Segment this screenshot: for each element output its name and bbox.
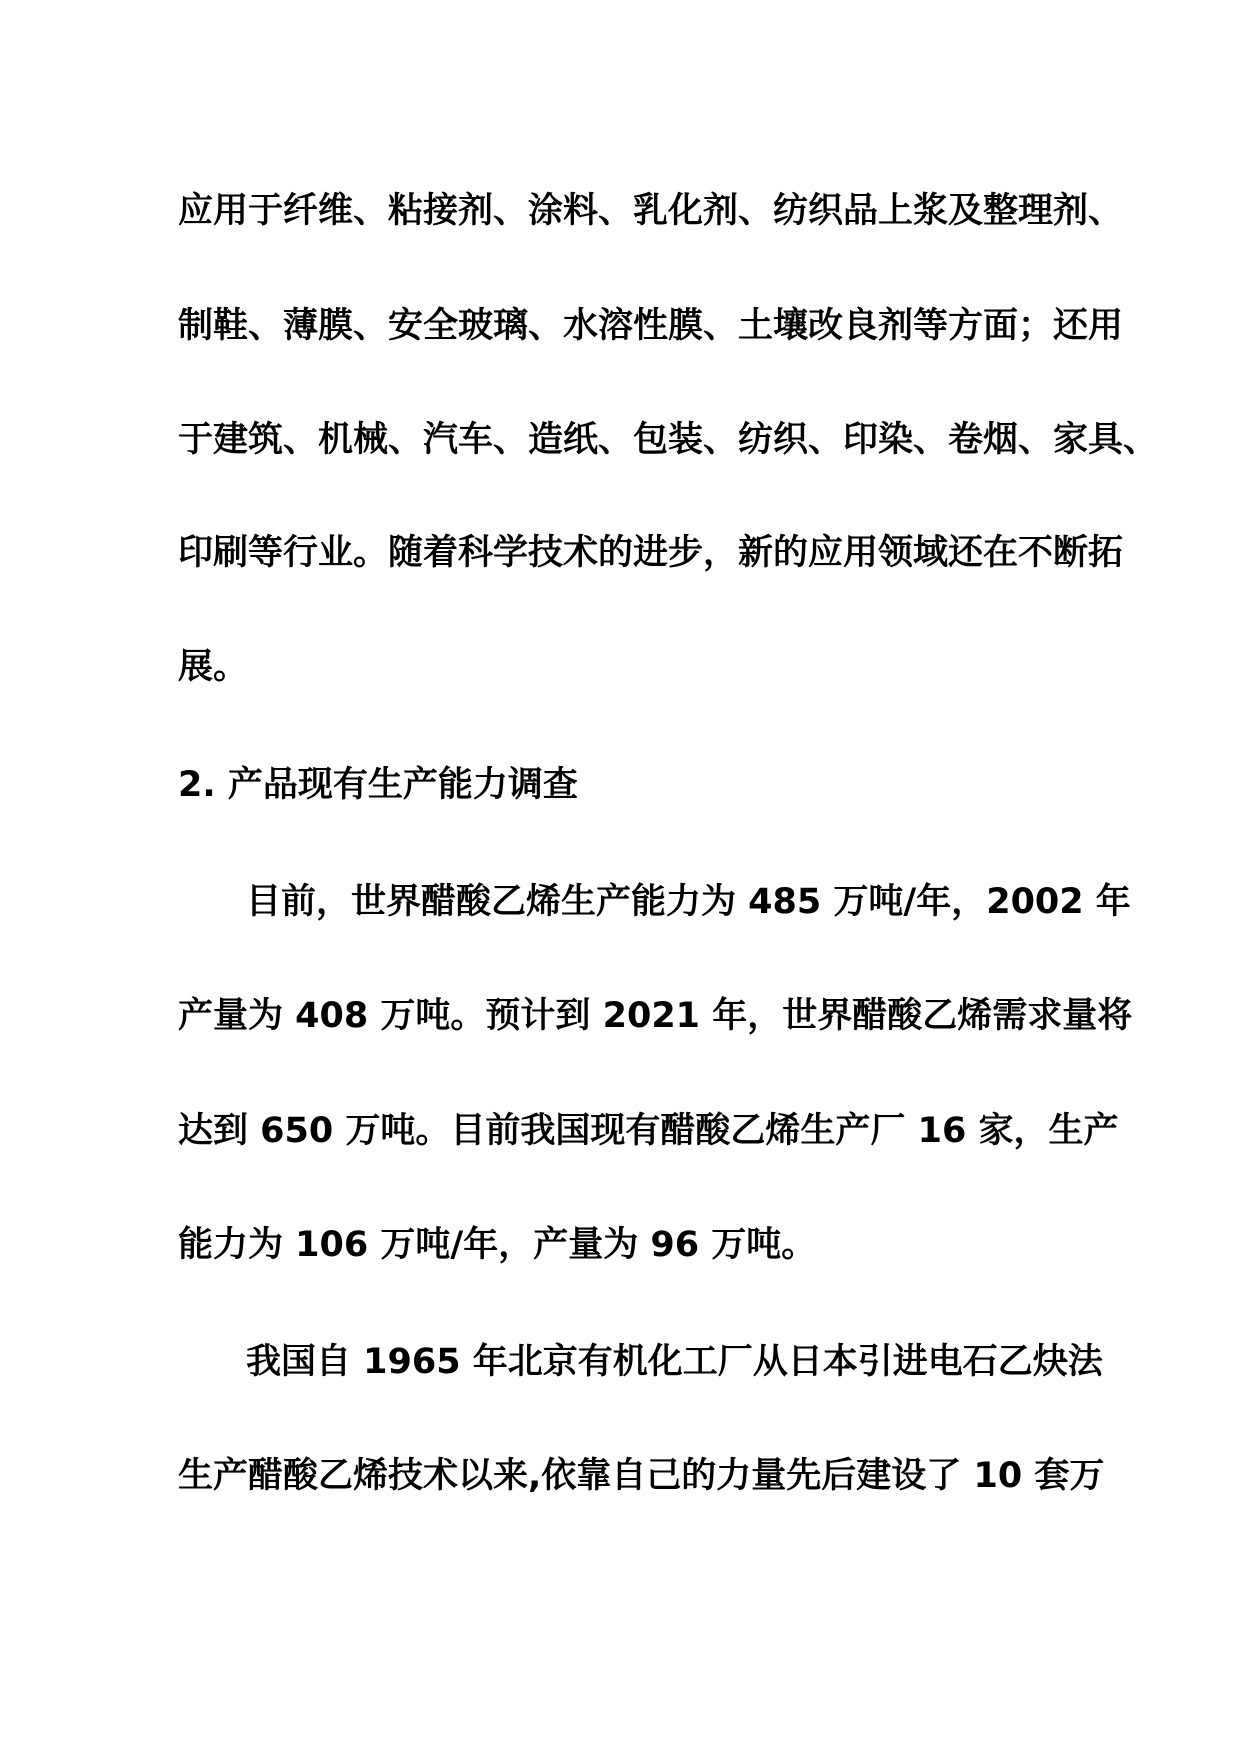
paragraph-2-line-4: 能力为 106 万吨/年，产量为 96 万吨。 xyxy=(178,1225,817,1265)
paragraph-3-line-1: 我国自 1965 年北京有机化工厂从日本引进电石乙炔法 xyxy=(246,1342,1103,1382)
paragraph-1-line-5: 展。 xyxy=(178,647,249,687)
paragraph-1-line-1: 应用于纤维、粘接剂、涂料、乳化剂、纺织品上浆及整理剂、 xyxy=(178,191,1124,231)
paragraph-2-line-1: 目前，世界醋酸乙烯生产能力为 485 万吨/年，2002 年 xyxy=(246,882,1131,922)
section-heading: 2. 产品现有生产能力调查 xyxy=(178,765,578,805)
paragraph-3-line-2: 生产醋酸乙烯技术以来,依靠自己的力量先后建设了 10 套万 xyxy=(178,1456,1105,1496)
paragraph-1-line-3: 于建筑、机械、汽车、造纸、包装、纺织、印染、卷烟、家具、 xyxy=(178,420,1159,460)
paragraph-1-line-2: 制鞋、薄膜、安全玻璃、水溶性膜、土壤改良剂等方面；还用 xyxy=(178,306,1124,346)
paragraph-1-line-4: 印刷等行业。随着科学技术的进步，新的应用领域还在不断拓 xyxy=(178,533,1124,573)
paragraph-2-line-2: 产量为 408 万吨。预计到 2021 年，世界醋酸乙烯需求量将 xyxy=(178,996,1133,1036)
paragraph-2-line-3: 达到 650 万吨。目前我国现有醋酸乙烯生产厂 16 家，生产 xyxy=(178,1111,1119,1151)
